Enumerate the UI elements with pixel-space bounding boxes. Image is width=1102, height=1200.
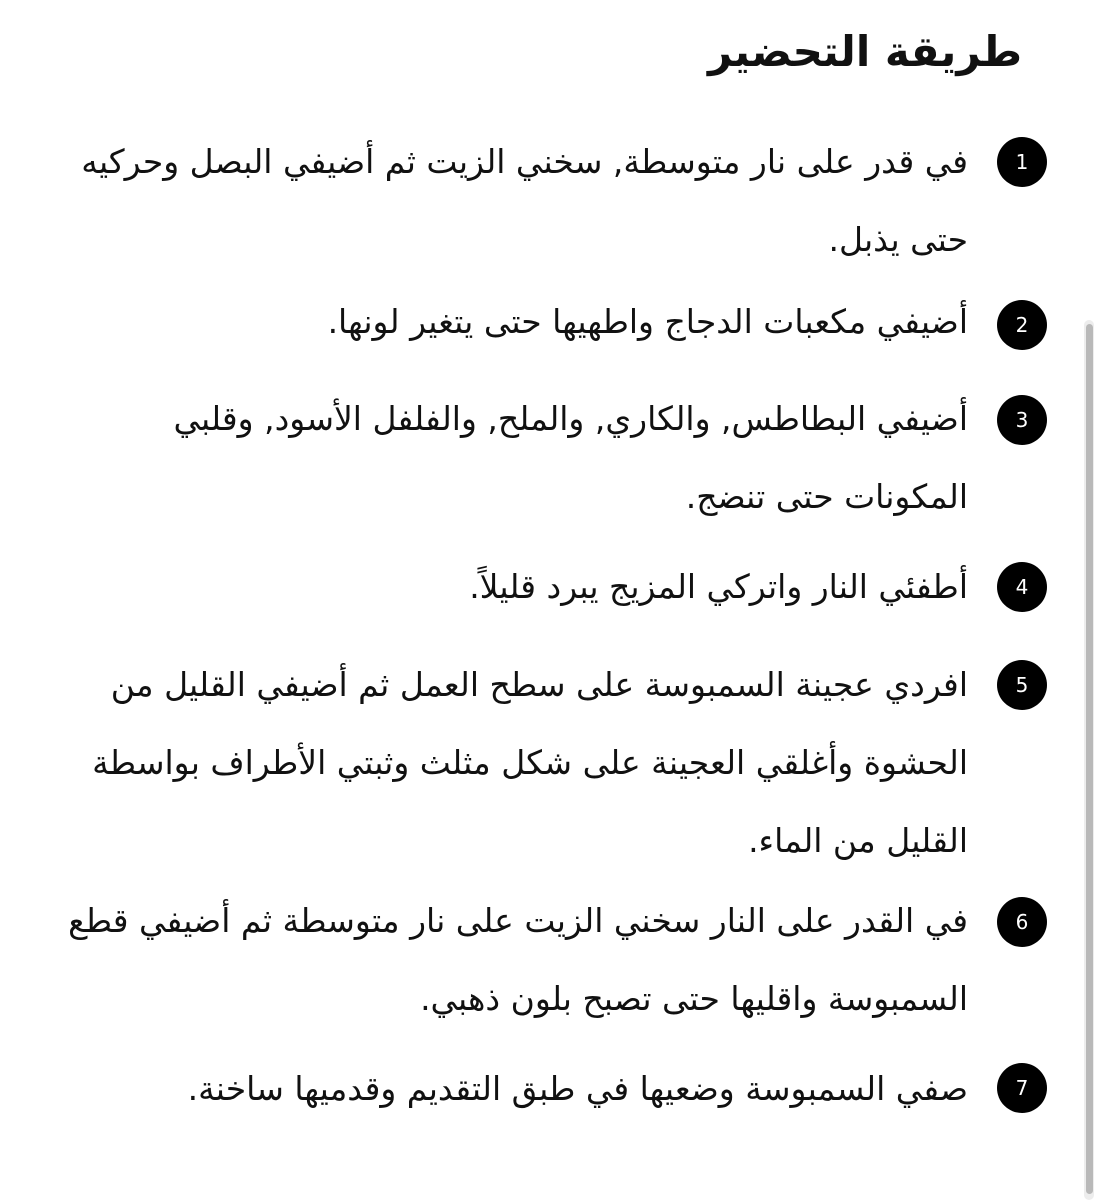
step-number-badge: 7 bbox=[997, 1063, 1047, 1113]
step-number-badge: 4 bbox=[997, 562, 1047, 612]
step-number-badge: 2 bbox=[997, 300, 1047, 350]
step-text: في القدر على النار سخني الزيت على نار متوسطة ثم أضيفي قطع السمبوسة واقليها حتى تصبح بلون ذهبي. bbox=[68, 901, 968, 1018]
step-text: أضيفي البطاطس, والكاري, والملح, والفلفل الأسود, وقلبي المكونات حتى تنضج. bbox=[173, 399, 968, 516]
step-number-badge: 3 bbox=[997, 395, 1047, 445]
step-number-badge: 5 bbox=[997, 660, 1047, 710]
step-number-badge: 6 bbox=[997, 897, 1047, 947]
step-text: افردي عجينة السمبوسة على سطح العمل ثم أضيفي القليل من الحشوة وأغلقي العجينة على شكل مثلث وثبتي الأطراف بواسطة القليل من الماء. bbox=[92, 665, 968, 860]
vertical-scrollbar-thumb[interactable] bbox=[1086, 324, 1093, 1194]
step-number-badge: 1 bbox=[997, 137, 1047, 187]
step-text: أطفئي النار واتركي المزيج يبرد قليلاً. bbox=[469, 567, 968, 606]
step-text: في قدر على نار متوسطة, سخني الزيت ثم أضيفي البصل وحركيه حتى يذبل. bbox=[81, 142, 968, 259]
step-text: صفي السمبوسة وضعيها في طبق التقديم وقدميها ساخنة. bbox=[187, 1069, 968, 1108]
page-title: طريقة التحضير bbox=[707, 27, 1022, 76]
step-text: أضيفي مكعبات الدجاج واطهيها حتى يتغير لونها. bbox=[327, 302, 968, 341]
